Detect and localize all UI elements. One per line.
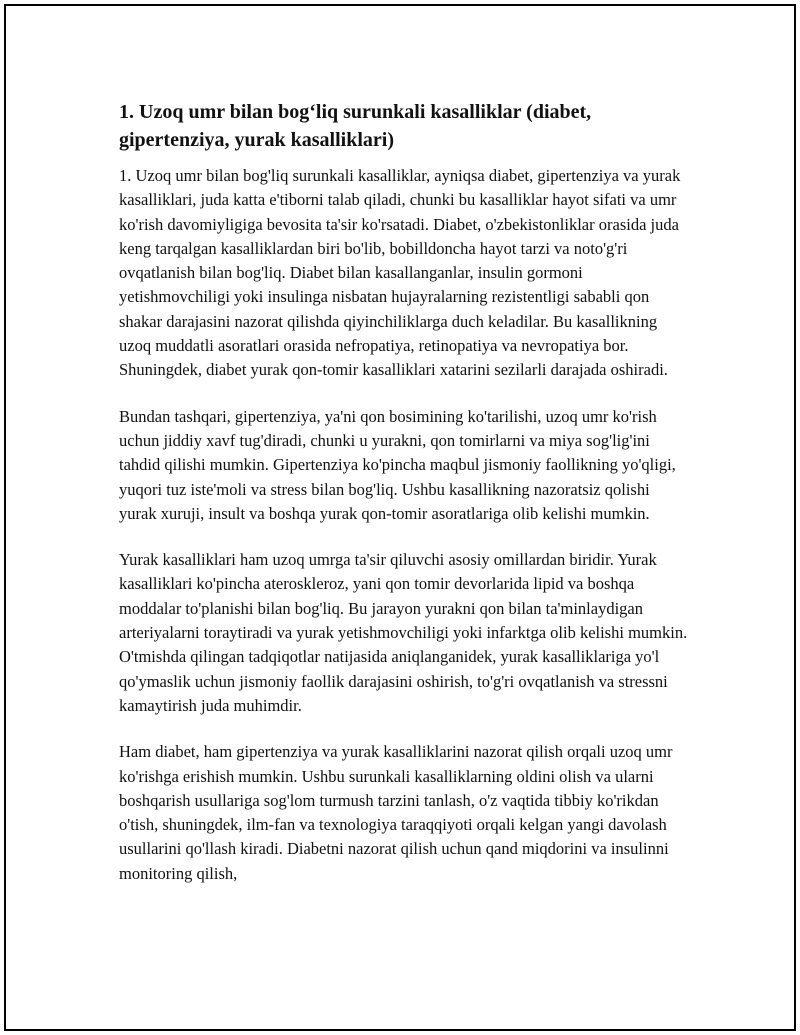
paragraph-diabetes-intro: 1. Uzoq umr bilan bog'liq surunkali kasalliklar, ayniqsa diabet, gipertenziya va yurak kasalliklari, juda katta e'tiborni talab qiladi, chunki bu kasalliklar hayot sifati va umr ko'rish davomiyligiga bevosita ta'sir ko'rsatadi. Diabet, o'zbekistonliklar orasida juda keng tarqalgan kasalliklardan biri bo'lib, bobilldoncha hayot tarzi va noto'g'ri ovqatlanish bilan bog'liq. Diabet bilan kasallanganlar, insulin gormoni yetishmovchiligi yoki insulinga nisbatan hujayralarning rezistentligi sababli qon shakar darajasini nazorat qilishda qiyinchiliklarga duch keladilar. Bu kasallikning uzoq muddatli asoratlari orasida nefropatiya, retinopatiya va nevropatiya bor. Shuningdek, diabet yurak qon-tomir kasalliklari xatarini sezilarli darajada oshiradi.	[119, 166, 681, 380]
document-body	[119, 98, 689, 908]
document-page	[4, 4, 796, 1031]
paragraph-hypertension: Bundan tashqari, gipertenziya, ya'ni qon bosimining ko'tarilishi, uzoq umr ko'rish uchun jiddiy xavf tug'diradi, chunki u yurakni, qon tomirlarni va miya sog'lig'ini tahdid qilishi mumkin. Gipertenziya ko'pincha maqbul jismoniy faollikning yo'qligi, yuqori tuz iste'moli va stress bilan bog'liq. Ushbu kasallikning nazoratsiz qolishi yurak xuruji, insult va boshqa yurak qon-tomir asoratlariga olib kelishi mumkin.	[119, 406, 676, 523]
paragraph-heart-disease: Yurak kasalliklari ham uzoq umrga ta'sir qiluvchi asosiy omillardan biridir. Yurak kasalliklari ko'pincha ateroskleroz, yani qon tomir devorlarida lipid va boshqa moddalar to'planishi bilan bog'liq. Bu jarayon yurakni qon bilan ta'minlaydigan arteriyalarni toraytiradi va yurak yetishmovchiligi yoki infarktga olib kelishi mumkin. O'tmishda qilingan tadqiqotlar natijasida aniqlanganidek, yurak kasalliklariga yo'l qo'ymaslik uchun jismoniy faollik darajasini oshirish, to'g'ri ovqatlanish va stressni kamaytirish juda muhimdir.	[119, 550, 688, 715]
paragraph-control-prevention: Ham diabet, ham gipertenziya va yurak kasalliklarini nazorat qilish orqali uzoq umr ko'rishga erishish mumkin. Ushbu surunkali kasalliklarning oldini olish va ularni boshqarish usullariga sog'lom turmush tarzini tanlash, o'z vaqtida tibbiy ko'rikdan o'tish, shuningdek, ilm-fan va texnologiya taraqqiyoti orqali kelgan yangi davolash usullarini qo'llash kiradi. Diabetni nazorat qilish uchun qand miqdorini va insulinni monitoring qilish,	[119, 742, 673, 883]
section-heading: 1. Uzoq umr bilan bogʻliq surunkali kasalliklar (diabet, gipertenziya, yurak kasalliklari)	[119, 101, 592, 151]
